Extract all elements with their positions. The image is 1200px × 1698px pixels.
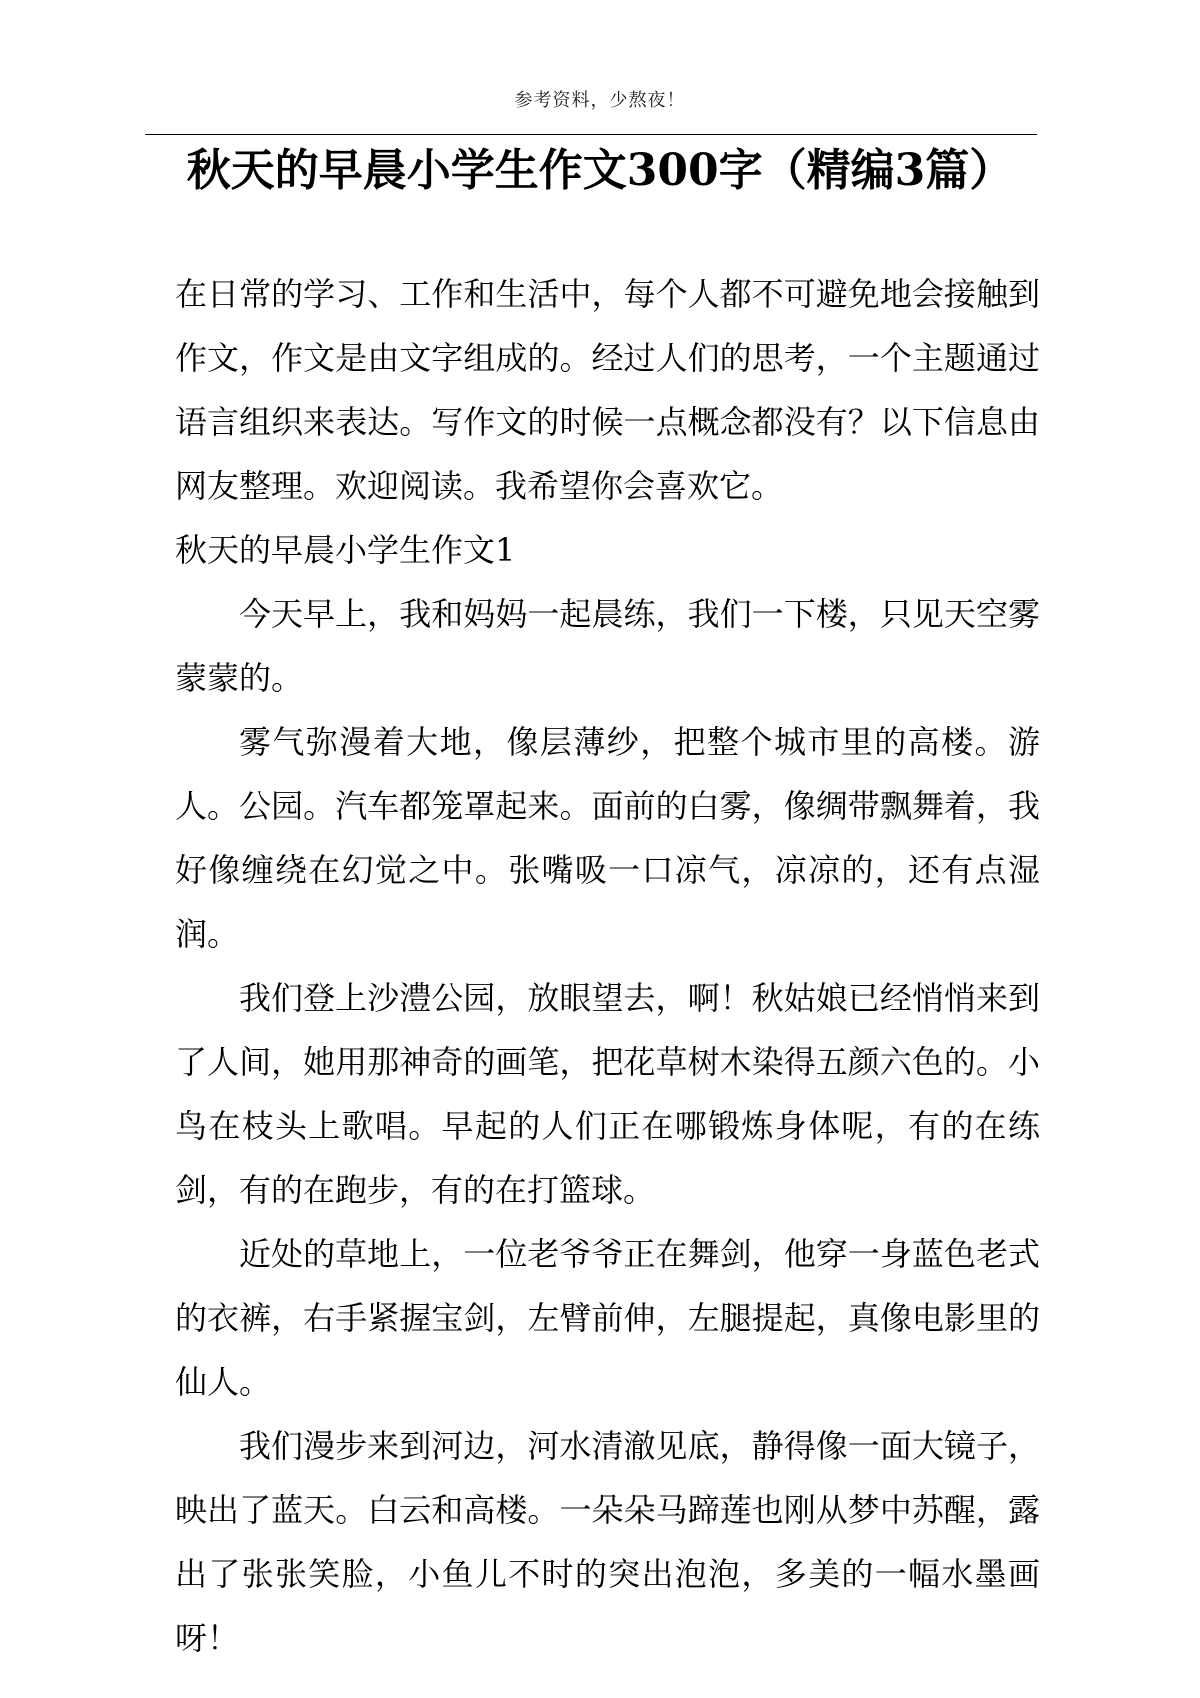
body-paragraph: 我们漫步来到河边，河水清澈见底，静得像一面大镜子，映出了蓝天。白云和高楼。一朵朵马蹄莲也刚从梦中苏醒，露出了张张笑脸，小鱼儿不时的突出泡泡，多美的一幅水墨画呀！: [175, 1427, 1040, 1657]
body-paragraph: 我们登上沙澧公园，放眼望去，啊！秋姑娘已经悄悄来到了人间，她用那神奇的画笔，把花草树木染得五颜六色的。小鸟在枝头上歌唱。早起的人们正在哪锻炼身体呢，有的在练剑，有的在跑步，有的在打篮球。: [175, 979, 1040, 1209]
document-title: 秋天的早晨小学生作文300字（精编3篇）: [186, 145, 1014, 196]
section-heading: 秋天的早晨小学生作文1: [175, 531, 516, 569]
body-paragraph: 近处的草地上，一位老爷爷正在舞剑，他穿一身蓝色老式的衣裤，右手紧握宝剑，左臂前伸，左腿提起，真像电影里的仙人。: [175, 1235, 1040, 1401]
intro-paragraph: 在日常的学习、工作和生活中，每个人都不可避免地会接触到作文，作文是由文字组成的。经过人们的思考，一个主题通过语言组织来表达。写作文的时候一点概念都没有？以下信息由网友整理。欢迎阅读。我希望你会喜欢它。: [175, 275, 1040, 505]
body-paragraph: 今天早上，我和妈妈一起晨练，我们一下楼，只见天空雾蒙蒙的。: [175, 595, 1040, 697]
document-body: [175, 262, 1040, 1670]
body-paragraph: 雾气弥漫着大地，像层薄纱，把整个城市里的高楼。游人。公园。汽车都笼罩起来。面前的白雾，像绸带飘舞着，我好像缠绕在幻觉之中。张嘴吸一口凉气，凉凉的，还有点湿润。: [175, 723, 1040, 953]
header-divider: [145, 134, 1037, 135]
header-note: 参考资料，少熬夜！: [514, 90, 686, 111]
